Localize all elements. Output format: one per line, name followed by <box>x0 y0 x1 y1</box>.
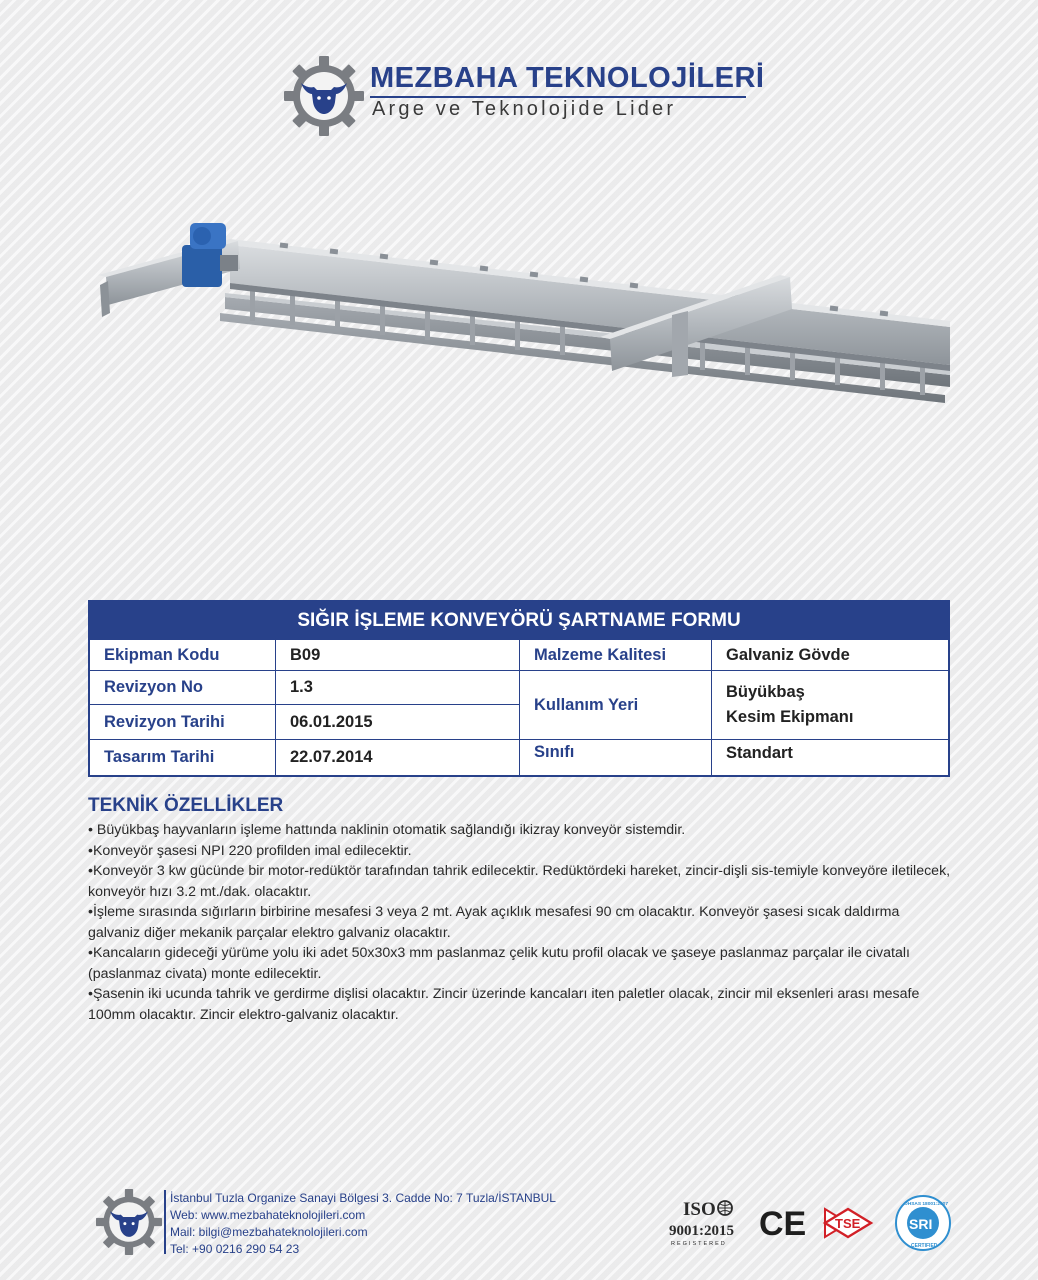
footer-bull-gear-logo-icon <box>96 1189 162 1255</box>
value-design-date: 22.07.2014 <box>276 740 520 775</box>
value-material-quality: Galvaniz Gövde <box>712 640 948 671</box>
label-revision-date: Revizyon Tarihi <box>90 705 276 740</box>
features-title: TEKNİK ÖZELLİKLER <box>88 795 284 816</box>
iso-registered-text: REGISTERED <box>671 1241 727 1247</box>
feature-item: • Büyükbaş hayvanların işleme hattında naklinin otomatik sağlandığı ikizray konveyör sistemdir. <box>88 822 686 838</box>
spec-table-title: SIĞIR İŞLEME KONVEYÖRÜ ŞARTNAME FORMU <box>90 602 948 640</box>
footer-contact <box>170 1190 556 1258</box>
iso-9001-badge-icon <box>669 1199 734 1247</box>
value-revision-date: 06.01.2015 <box>276 705 520 740</box>
footer-web-link[interactable]: Web: www.mezbahateknolojileri.com <box>170 1208 366 1222</box>
feature-item: •Şasenin iki ucunda tahrik ve gerdirme dişlisi olacaktır. Zincir üzerinde kancaları iten paletler olacak, zincir mil eksenleri arası mesafe 100mm olacaktır. Zincir elektro-galvaniz olacaktır. <box>88 986 920 1023</box>
footer-mail-link[interactable]: Mail: bilgi@mezbahateknolojileri.com <box>170 1225 368 1239</box>
sri-text: SRI <box>909 1216 933 1232</box>
tse-badge-icon <box>825 1209 871 1237</box>
brand-tagline: Arge ve Teknolojide Lider <box>372 98 677 120</box>
feature-item: •İşleme sırasında sığırların birbirine mesafesi 3 veya 2 mt. Ayak açıklık mesafesi 90 cm olacaktır. Konveyör şasesi sıcak daldırma galvaniz diğer mekanik parçalar elektro galvaniz olacaktır. <box>88 904 900 941</box>
certification-badges <box>665 1195 955 1255</box>
footer-phone: Tel: +90 0216 290 54 23 <box>170 1242 300 1256</box>
feature-item: •Konveyör 3 kw gücünde bir motor-redüktör tarafından tahrik edilecektir. Redüktördeki hareket, zincir-dişli sis-temiyle konveyöre iletilecek, konveyör hızı 3.2 mt./dak. olacaktır. <box>88 863 951 900</box>
footer-address: İstanbul Tuzla Organize Sanayi Bölgesi 3. Cadde No: 7 Tuzla/İSTANBUL <box>170 1191 556 1205</box>
footer-divider <box>164 1190 166 1254</box>
label-revision-no: Revizyon No <box>90 671 276 705</box>
iso-top-text: ISO <box>683 1199 716 1220</box>
value-usage-area <box>712 671 948 740</box>
value-class: Standart <box>726 744 793 762</box>
brand-name: MEZBAHA TEKNOLOJİLERİ <box>370 62 765 94</box>
feature-item: •Konveyör şasesi NPI 220 profilden imal edilecektir. <box>88 842 412 859</box>
value-revision-no: 1.3 <box>276 671 520 705</box>
sri-certified-badge-icon <box>896 1196 950 1250</box>
label-material-quality: Malzeme Kalitesi <box>520 640 712 671</box>
tse-text: TSE <box>835 1216 861 1231</box>
label-class: Sınıfı <box>520 740 712 775</box>
bull-gear-logo-icon <box>284 56 364 136</box>
sri-ring-top-text: OHSAS 18001:2007 <box>904 1202 948 1207</box>
value-usage-area-line2: Kesim Ekipmanı <box>726 708 854 726</box>
ce-mark-icon: CE <box>759 1205 807 1243</box>
iso-number-text: 9001:2015 <box>669 1223 734 1239</box>
twin-rail-conveyor-illustration <box>90 205 950 420</box>
label-usage-area: Kullanım Yeri <box>520 671 712 740</box>
feature-item: •Kancaların gideceği yürüme yolu iki adet 50x30x3 mm paslanmaz çelik kutu profil olacak ve şaseye paslanmaz parçalar ile civatalı (paslanmaz civata) monte edilecektir. <box>88 945 910 982</box>
value-equipment-code: B09 <box>276 640 520 671</box>
label-equipment-code: Ekipman Kodu <box>90 640 276 671</box>
sri-ring-bottom-text: CERTIFIED <box>911 1243 938 1249</box>
spec-table <box>88 600 950 777</box>
value-usage-area-line1: Büyükbaş <box>726 683 805 701</box>
label-design-date: Tasarım Tarihi <box>90 740 276 775</box>
features-list <box>88 820 954 1025</box>
